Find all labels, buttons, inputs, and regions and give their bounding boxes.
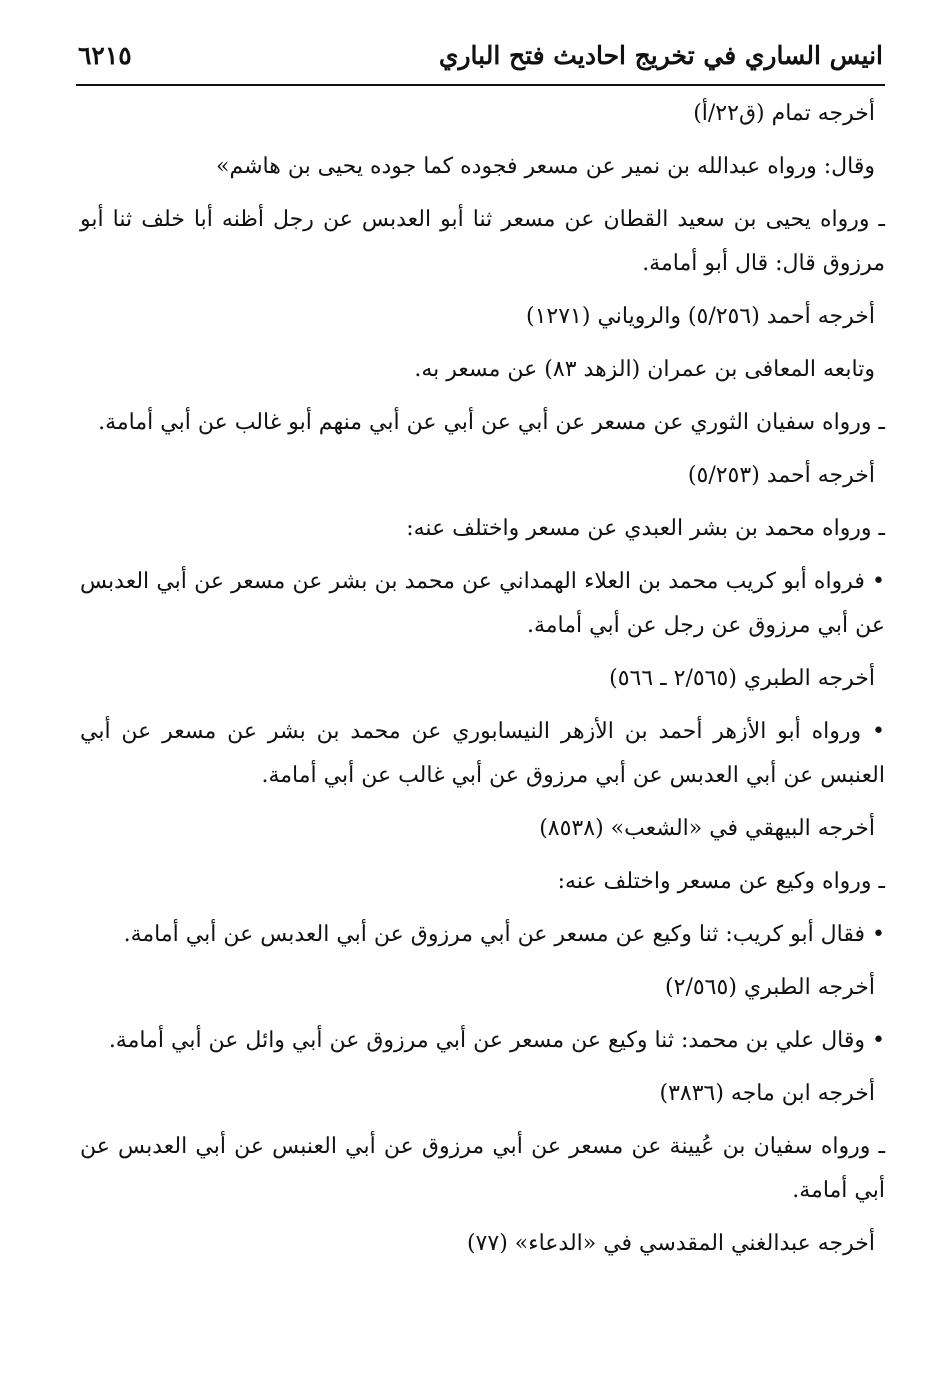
takhrij-line: أخرجه ابن ماجه (٣٨٣٦) bbox=[659, 1081, 875, 1106]
running-header bbox=[78, 34, 883, 82]
quote-line: وقال: ورواه عبدالله بن نمير عن مسعر فجوده كما جوده يحيى بن هاشم» bbox=[215, 154, 875, 179]
book-title: انيس الساري في تخريج احاديث فتح الباري bbox=[438, 41, 883, 70]
page-number: ٦٢١٥ bbox=[78, 41, 132, 70]
bullet-paragraph: • فرواه أبو كريب محمد بن العلاء الهمداني عن محمد بن بشر عن مسعر عن أبي العدبس عن أبي مرزوق عن رجل عن أبي أمامة. bbox=[80, 569, 885, 638]
takhrij-line: أخرجه عبدالغني المقدسي في «الدعاء» (٧٧) bbox=[466, 1231, 875, 1256]
narration-paragraph: ـ ورواه وكيع عن مسعر واختلف عنه: bbox=[557, 869, 885, 894]
header-rule bbox=[76, 84, 885, 86]
narration-paragraph: ـ ورواه سفيان بن عُيينة عن مسعر عن أبي مرزوق عن أبي العنبس عن أبي العدبس عن أبي أمامة. bbox=[80, 1134, 885, 1203]
takhrij-line: أخرجه الطبري (٢/٥٦٥ ـ ٥٦٦) bbox=[609, 666, 875, 691]
narration-paragraph: ـ ورواه يحيى بن سعيد القطان عن مسعر ثنا أبو العدبس عن رجل أظنه أبا خلف ثنا أبو مرزوق قال: قال أبو أمامة. bbox=[80, 207, 885, 276]
note-line: وتابعه المعافى بن عمران (الزهد ٨٣) عن مسعر به. bbox=[414, 357, 875, 382]
narration-paragraph: ـ ورواه سفيان الثوري عن مسعر عن أبي عن أبي عن أبي منهم أبو غالب عن أبي أمامة. bbox=[98, 410, 885, 435]
takhrij-line: أخرجه البيهقي في «الشعب» (٨٥٣٨) bbox=[539, 816, 875, 841]
takhrij-line: أخرجه أحمد (٥/٢٥٦) والروياني (١٢٧١) bbox=[526, 304, 875, 329]
bullet-paragraph: • فقال أبو كريب: ثنا وكيع عن مسعر عن أبي مرزوق عن أبي العدبس عن أبي أمامة. bbox=[123, 922, 885, 947]
narration-paragraph: ـ ورواه محمد بن بشر العبدي عن مسعر واختلف عنه: bbox=[406, 516, 885, 541]
bullet-paragraph: • وقال علي بن محمد: ثنا وكيع عن مسعر عن أبي مرزوق عن أبي وائل عن أبي أمامة. bbox=[108, 1028, 885, 1053]
takhrij-line: أخرجه الطبري (٢/٥٦٥) bbox=[665, 975, 875, 1000]
takhrij-line: أخرجه أحمد (٥/٢٥٣) bbox=[687, 463, 875, 488]
page-body bbox=[80, 92, 885, 1275]
bullet-paragraph: • ورواه أبو الأزهر أحمد بن الأزهر النيسابوري عن محمد بن بشر عن مسعر عن أبي العنبس عن أبي العدبس عن أبي مرزوق عن أبي غالب عن أبي أمامة. bbox=[80, 719, 885, 788]
takhrij-line: أخرجه تمام (ق٢٢/أ) bbox=[693, 101, 875, 126]
